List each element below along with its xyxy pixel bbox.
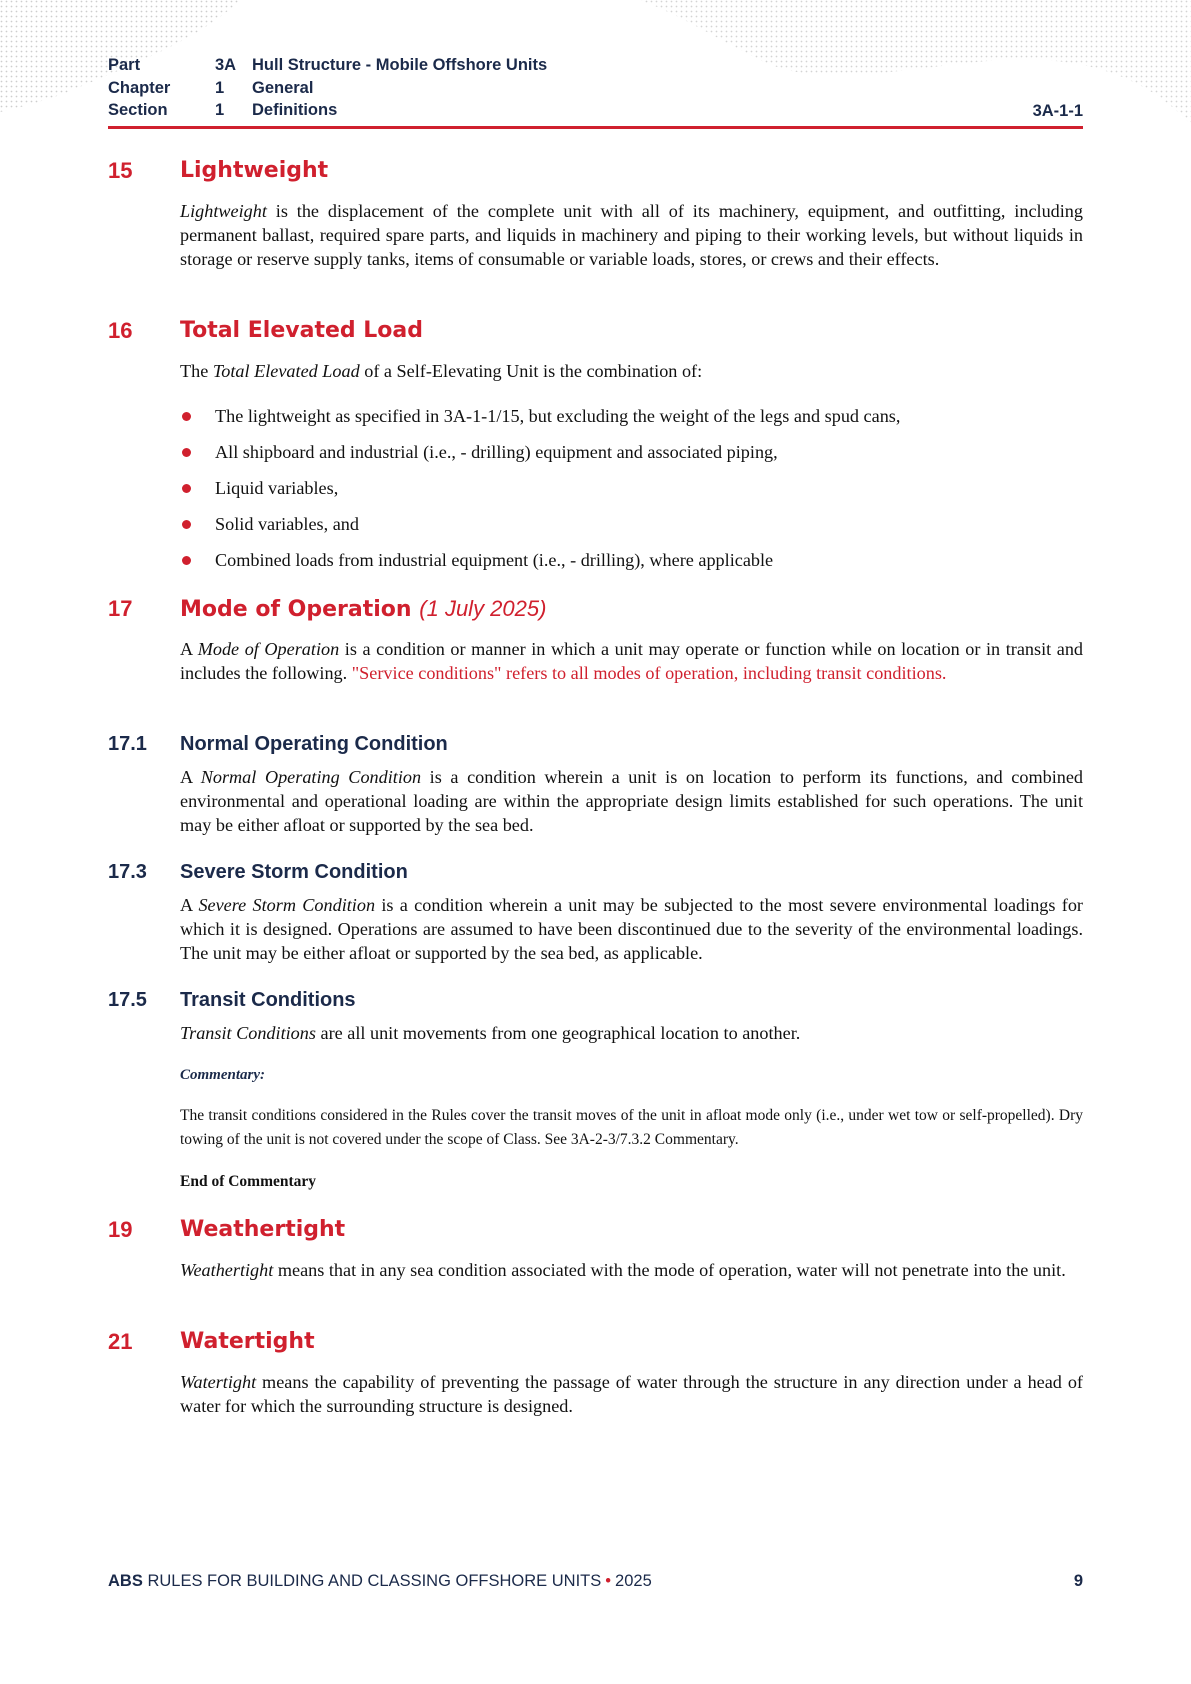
subsection-17-5-title: Transit Conditions (180, 989, 356, 1011)
section-16-number: 16 (108, 318, 133, 343)
section-17-revision-text: "Service conditions" refers to all modes of operation, including transit conditions. (351, 663, 947, 683)
header-part-label: Part (108, 56, 141, 74)
section-17-paragraph: A Mode of Operation is a condition or manner in which a unit may operate or function while on location or in transit and includes the following. "Service conditions" refers to all modes of operation, including transit conditions. (180, 639, 1084, 683)
bullet-dot-icon (182, 556, 191, 565)
section-17-date: (1 July 2025) (419, 596, 547, 621)
section-19-title: Weathertight (180, 1217, 346, 1242)
bullet-dot-icon (182, 448, 191, 457)
header-section-number: 1 (215, 101, 225, 119)
subsection-17-3-number: 17.3 (108, 861, 147, 883)
bullet-dot-icon (182, 484, 191, 493)
section-19-number: 19 (108, 1217, 133, 1242)
header-chapter-number: 1 (215, 79, 225, 97)
section-19-paragraph: Weathertight means that in any sea condition associated with the mode of operation, water will not penetrate into the unit. (180, 1260, 1066, 1280)
section-15-paragraph: Lightweight is the displacement of the complete unit with all of its machinery, equipment, and outfitting, including permanent ballast, required spare parts, and liquids in machinery and piping to their working levels, but without liquids in storage or reserve supply tanks, items of consumable or variable loads, stores, or crews and their effects. (180, 201, 1083, 269)
subsection-17-3-paragraph: A Severe Storm Condition is a condition wherein a unit may be subjected to the most severe environmental loadings for which it is designed. Operations are assumed to have been discontinued due to the severity of the environmental loadings. The unit may be either afloat or supported by the sea bed, as applicable. (180, 895, 1083, 963)
subsection-17-5-number: 17.5 (108, 989, 147, 1011)
bullet-dot-icon (182, 412, 191, 421)
subsection-17-3-title: Severe Storm Condition (180, 861, 408, 883)
header-wave-decoration (0, 0, 1191, 160)
commentary-text: The transit conditions considered in the Rules cover the transit moves of the unit in afloat mode only (i.e., under wet tow or self-propelled). Dry towing of the unit is not covered under the scope of Class. See 3A-2-3/7.3.2 Commentary. (180, 1107, 1083, 1148)
footer-separator: • (605, 1572, 612, 1590)
section-17-number: 17 (108, 596, 133, 621)
footer-title: ABS RULES FOR BUILDING AND CLASSING OFFSHORE UNITS • 2025 (108, 1572, 652, 1590)
footer-brand: ABS (108, 1572, 143, 1590)
bullet-dot-icon (182, 520, 191, 529)
section-21-paragraph: Watertight means the capability of preventing the passage of water through the structure in any direction under a head of water for which the surrounding structure is designed. (180, 1372, 1083, 1416)
section-15-number: 15 (108, 158, 133, 183)
header-chapter-title: General (252, 79, 314, 97)
header-section-title: Definitions (252, 101, 338, 119)
commentary-heading: Commentary: (180, 1067, 265, 1083)
section-21-number: 21 (108, 1329, 133, 1354)
page-number: 9 (1073, 1572, 1083, 1590)
subsection-17-1-number: 17.1 (108, 733, 147, 755)
subsection-17-1-paragraph: A Normal Operating Condition is a condition wherein a unit is on location to perform its functions, and combined environmental and operational loading are within the appropriate design limits established for such operations. The unit may be either afloat or supported by the sea bed. (180, 767, 1084, 835)
section-21-title: Watertight (180, 1329, 315, 1354)
header-chapter-label: Chapter (108, 79, 171, 97)
header-part-title: Hull Structure - Mobile Offshore Units (252, 56, 548, 74)
section-16-title: Total Elevated Load (180, 318, 424, 343)
commentary-end: End of Commentary (180, 1173, 317, 1190)
header-reference: 3A-1-1 (1032, 102, 1083, 120)
header-part-number: 3A (215, 56, 237, 74)
subsection-17-1-title: Normal Operating Condition (180, 733, 448, 755)
header-section-label: Section (108, 101, 168, 119)
section-16-paragraph: The Total Elevated Load of a Self-Elevating Unit is the combination of: (180, 361, 703, 381)
header-divider (108, 126, 1083, 129)
section-15-title: Lightweight (180, 158, 329, 183)
subsection-17-5-paragraph: Transit Conditions are all unit movements from one geographical location to another. (180, 1023, 801, 1043)
section-17-title: Mode of Operation (1 July 2025) (180, 596, 547, 622)
